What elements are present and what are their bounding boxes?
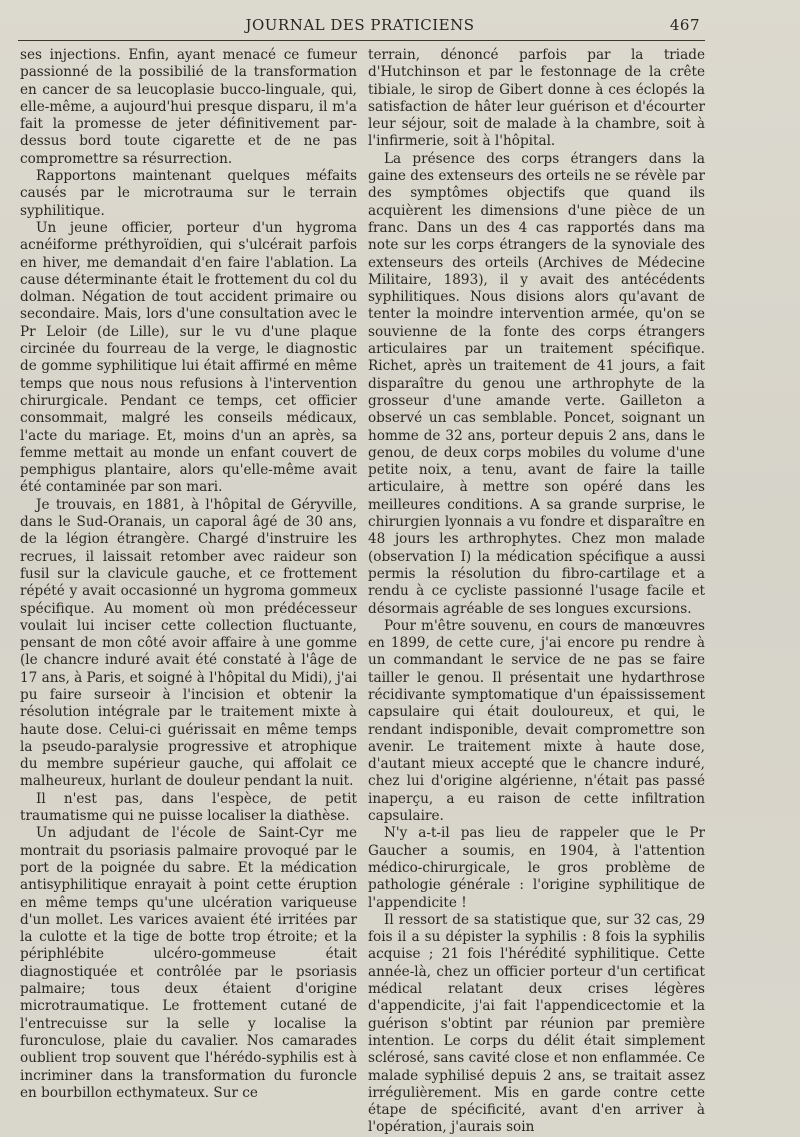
paragraph: Je trouvais, en 1881, à l'hôpital de Géryville, dans le Sud-Oranais, un caporal âgé de 30 ans, de la légion étrangère. Chargé d'instruire les recrues, il laissait retomber avec raideur son fusil sur la clavicule gauche, et ce frottement répété y avait occasionné un hygroma gommeux spécifique. Au moment où mon prédécesseur voulait lui inciser cette collection fluctuante, pensant de mon côté avoir affaire à une gomme (le chancre induré avait été constaté à l'âge de 17 ans, à Paris, et soigné à l'hôpital du Midi), j'ai pu faire surseoir à l'incision et obtenir la résolution intégrale par le traitement mixte à haute dose. Celui-ci guérissait en même temps la pseudo-paralysie progressive et atrophique du membre supérieur gauche, qui affolait ce malheureux, hurlant de douleur pendant la nuit. [20, 496, 357, 790]
paragraph: Rapportons maintenant quelques méfaits causés par le microtrauma sur le terrain syphilitique. [20, 168, 357, 219]
paragraph: Un jeune officier, porteur d'un hygroma acnéiforme préthyroïdien, qui s'ulcérait parfois en hiver, me demandait d'en faire l'ablation. La cause déterminante était le frottement du col du dolman. Négation de tout accident primaire ou secondaire. Mais, lors d'une consultation avec le Pr Leloir (de Lille), sur le vu d'une plaque circinée du fourreau de la verge, le diagnostic de gomme syphilitique lui était affirmé en même temps que nous nous refusions à l'intervention chirurgicale. Pendant ce temps, cet officier consommait, malgré les conseils médicaux, l'acte du mariage. Et, moins d'un an après, sa femme mettait au monde un enfant couvert de pemphigus plantaire, alors qu'elle-même avait été contaminée par son mari. [20, 219, 357, 496]
paragraph: terrain, dénoncé parfois par la triade d'Hutchinson et par le festonnage de la crête tibiale, le sirop de Gibert donne à ces éclopés la satisfaction de hâter leur guérison et d'écourter leur séjour, soit de malade à la chambre, soit à l'infirmerie, soit à l'hôpital. [368, 47, 705, 150]
running-header [20, 16, 700, 38]
paragraph: Un adjudant de l'école de Saint-Cyr me montrait du psoriasis palmaire provoqué par le port de la poignée du sabre. Et la médication antisyphilitique enrayait à point cette éruption en même temps qu'une ulcération variqueuse d'un mollet. Les varices avaient été irritées par la culotte et la tige de botte trop étroite; et la périphlébite ulcéro-gommeuse était diagnostiquée et contrôlée par le psoriasis palmaire; tous deux étaient d'origine microtraumatique. Le frottement cutané de l'entrecuisse sur la selle y localise la furonculose, plaie du cavalier. Nos camarades oublient trop souvent que l'hérédo-syphilis est à incriminer dans la transformation du furoncle en bourbillon ecthymateux. Sur ce [20, 825, 357, 1101]
header-rule [18, 40, 705, 41]
paragraph: Il ressort de sa statistique que, sur 32 cas, 29 fois il a su dépister la syphilis : 8 fois la syphilis acquise ; 21 fois l'hérédité syphilitique. Cette année-là, chez un officier porteur d'un certificat médical relatant deux crises légères d'appendicite, j'ai fait l'appendicectomie et la guérison s'obtint par réunion par première intention. Le corps du délit était simplement sclérosé, sans cavité close et non enflammée. Ce malade syphilisé depuis 2 ans, se traitait assez irrégulièrement. Mis en garde contre cette étape de spécificité, avant d'en arriver à l'opération, j'aurais soin [368, 911, 705, 1136]
paragraph: ses injections. Enfin, ayant menacé ce fumeur passionné de la possibilié de la transformation en cancer de sa leucoplasie bucco-linguale, qui, elle-même, a aujourd'hui presque disparu, il m'a fait la promesse de jeter définitivement par-dessus bord toute cigarette et de ne pas compromettre sa résurrection. [20, 47, 357, 167]
left-column [20, 47, 357, 1102]
paragraph: La présence des corps étrangers dans la gaine des extenseurs des orteils ne se révèle par des symptômes objectifs que quand ils acquièrent les dimensions d'une pièce de un franc. Dans un des 4 cas rapportés dans ma note sur les corps étrangers de la synoviale des extenseurs des orteils (Archives de Médecine Militaire, 1893), il y avait des antécédents syphilitiques. Nous disions alors qu'avant de tenter la moindre intervention armée, qu'on se souvienne de la fonte des corps étrangers articulaires par un traitement spécifique. Richet, après un traitement de 41 jours, a fait disparaître du genou une arthrophyte de la grosseur d'une amande verte. Gailleton a observé un cas semblable. Poncet, soignant un homme de 32 ans, porteur depuis 2 ans, dans le genou, de deux corps mobiles du volume d'une petite noix, a tenu, avant de faire la taille articulaire, à mettre son opéré dans les meilleures conditions. A sa grande surprise, le chirurgien lyonnais a vu fondre et disparaître en 48 jours les arthrophytes. Chez mon malade (observation I) la médication spécifique a aussi permis la résolution du fibro-cartilage et a rendu à ce cycliste passionné l'usage facile et désormais agréable de ses longues excursions. [368, 150, 705, 617]
paragraph: Il n'est pas, dans l'espèce, de petit traumatisme qui ne puisse localiser la diathèse. [20, 790, 357, 825]
page-number: 467 [669, 16, 700, 34]
right-column [368, 47, 705, 1137]
paragraph: N'y a-t-il pas lieu de rappeler que le Pr Gaucher a soumis, en 1904, à l'attention médico-chirurgicale, le gros problème de pathologie générale : l'origine syphilitique de l'appendicite ! [368, 825, 705, 911]
journal-title: JOURNAL DES PRATICIENS [245, 16, 475, 34]
paragraph: Pour m'être souvenu, en cours de manœuvres en 1899, de cette cure, j'ai encore pu rendre à un commandant le service de ne pas se faire tailler le genou. Il présentait une hydarthrose récidivante symptomatique d'un épaississement capsulaire qui était douloureux, et qui, le rendant indisponible, devait compromettre son avenir. Le traitement mixte à haute dose, d'autant mieux accepté que le chancre induré, chez lui d'origine algérienne, n'était pas passé inaperçu, a eu raison de cette infiltration capsulaire. [368, 617, 705, 825]
